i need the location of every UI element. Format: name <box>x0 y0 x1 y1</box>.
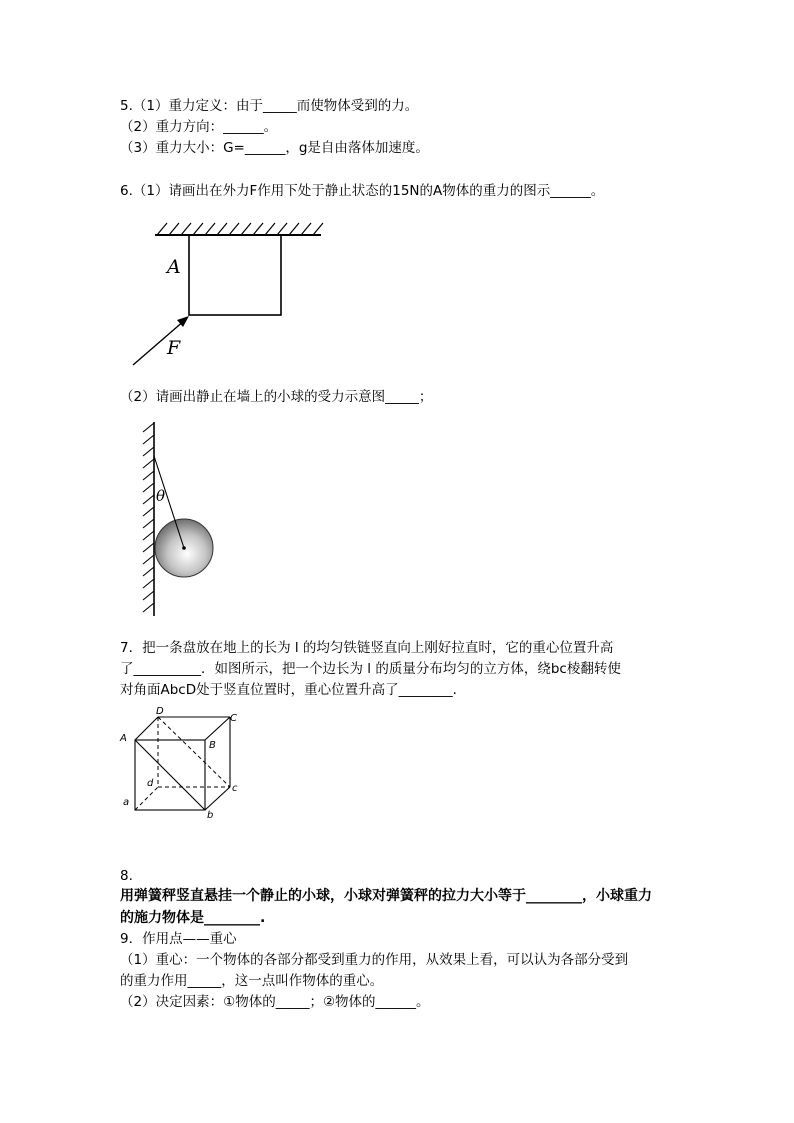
q9-line-2: （1）重心：一个物体的各部分都受到重力的作用，从效果上看，可以认为各部分受到 <box>120 952 629 968</box>
q9-line-3: 的重力作用_____，这一点叫作物体的重心。 <box>120 973 384 989</box>
q5-line-3: （3）重力大小：G=______，g是自由落体加速度。 <box>120 140 429 156</box>
q9-line-1: 9．作用点——重心 <box>120 931 237 947</box>
q5-line-1: 5.（1）重力定义：由于_____而使物体受到的力。 <box>120 98 419 114</box>
label-theta: θ <box>156 487 166 505</box>
q8-number: 8. <box>120 868 133 884</box>
cube-label-b-upper: B <box>209 740 216 751</box>
cube-label-c-lower: c <box>232 783 238 794</box>
cube-label-d-lower: d <box>147 778 154 789</box>
cube-label-b-lower: b <box>207 810 214 821</box>
label-a: A <box>167 256 181 278</box>
q6-figure-2-ball-on-wall <box>135 420 235 620</box>
q8-line-2: 的施力物体是________. <box>120 910 266 926</box>
cube-label-a-upper: A <box>120 733 127 744</box>
ceiling-hatch <box>157 223 323 235</box>
cube-label-a-lower: a <box>123 797 130 808</box>
q5-line-2: （2）重力方向：______。 <box>120 119 278 135</box>
q6-line-1: 6.（1）请画出在外力F作用下处于静止状态的15N的A物体的重力的图示______。 <box>120 183 605 199</box>
cube-label-d-upper: D <box>156 706 164 717</box>
label-f: F <box>167 337 181 359</box>
q7-line-1: 7．把一条盘放在地上的长为 l 的均匀铁链竖直向上刚好拉直时，它的重心位置升高 <box>120 640 614 656</box>
q6-figure-1-block-on-ceiling <box>125 218 335 373</box>
q7-line-2: 了__________．如图所示，把一个边长为 l 的质量分布均匀的立方体，绕bc棱翻转使 <box>120 661 621 677</box>
wall-hatch <box>143 423 154 612</box>
cube-label-c-upper: C <box>230 713 237 724</box>
block-a <box>189 235 281 315</box>
q6-line-2: （2）请画出静止在墙上的小球的受力示意图_____； <box>120 389 433 405</box>
q8-line-1: 用弹簧秤竖直悬挂一个静止的小球，小球对弹簧秤的拉力大小等于________，小球重力 <box>120 888 652 904</box>
q7-line-3: 对角面AbcD处于竖直位置时，重心位置升高了________． <box>120 682 467 698</box>
q9-line-4: （2）决定因素：①物体的_____；②物体的______。 <box>120 994 430 1010</box>
q7-cube-figure <box>118 703 248 821</box>
